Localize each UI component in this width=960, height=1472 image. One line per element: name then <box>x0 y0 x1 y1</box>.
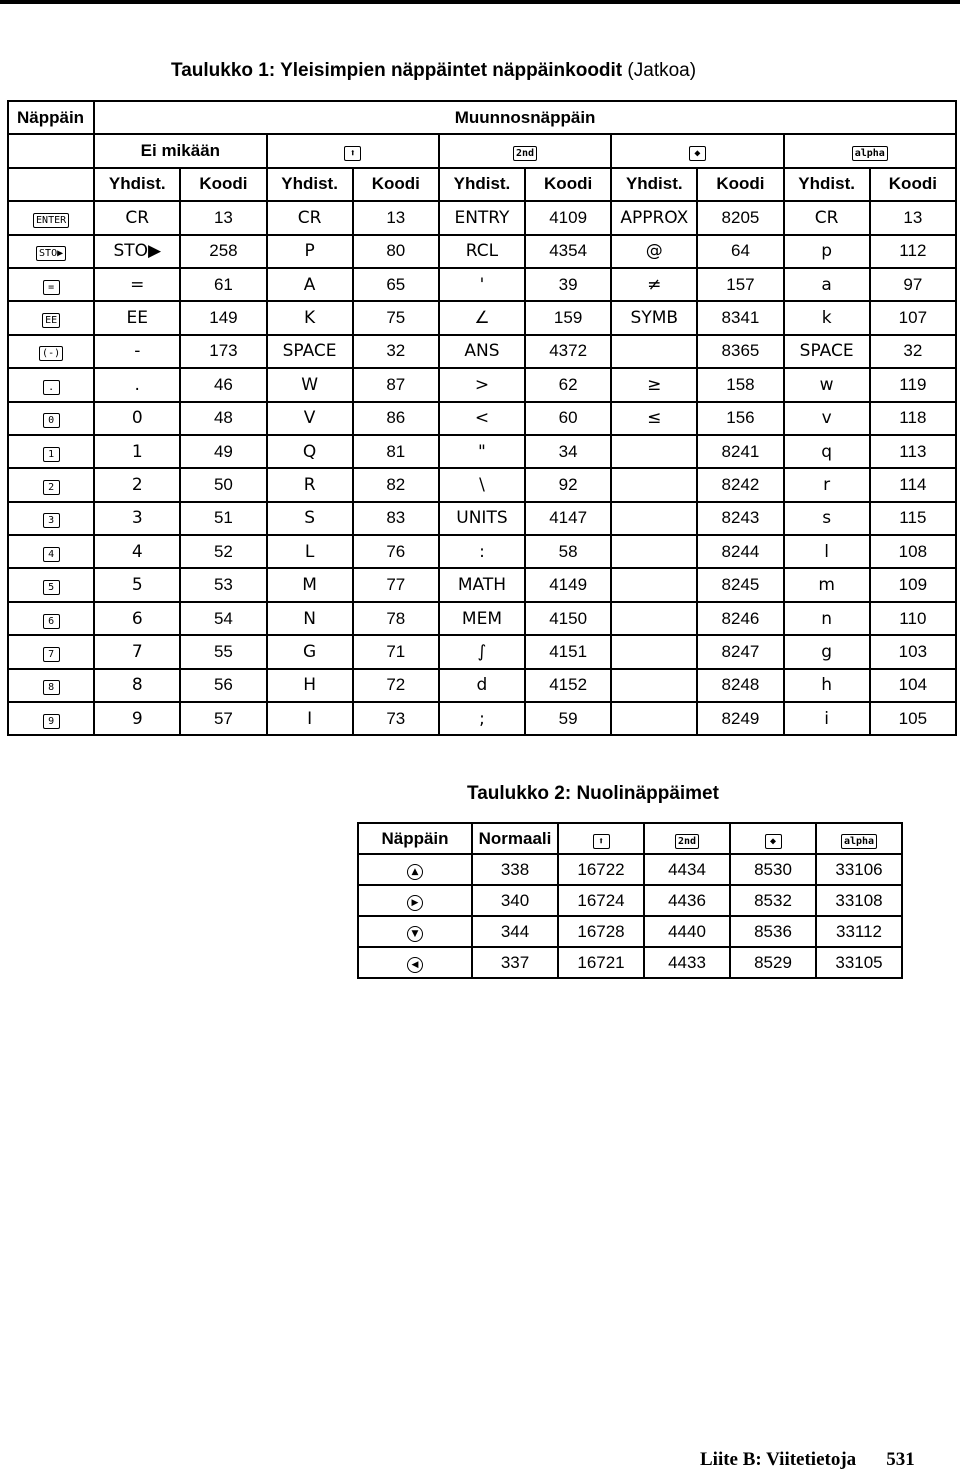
empty-header-cell <box>8 134 94 167</box>
code-column-header: Koodi <box>697 168 783 201</box>
code-cell: 4149 <box>525 568 611 601</box>
combo-cell: r <box>784 468 870 501</box>
combo-cell <box>611 602 697 635</box>
combo-cell: \ <box>439 468 525 501</box>
combo-cell: UNITS <box>439 502 525 535</box>
code-cell: 49 <box>180 435 266 468</box>
key-cell <box>8 669 94 702</box>
code-cell: 173 <box>180 335 266 368</box>
key-cell <box>8 335 94 368</box>
table-row <box>8 201 956 234</box>
combo-cell <box>611 669 697 702</box>
modifier-header <box>784 134 956 167</box>
code-cell: 72 <box>353 669 439 702</box>
empty-header-cell <box>8 168 94 201</box>
combo-cell: Q <box>267 435 353 468</box>
key-cell <box>8 602 94 635</box>
combo-column-header: Yhdist. <box>94 168 180 201</box>
combo-cell: 9 <box>94 702 180 735</box>
combo-cell: a <box>784 268 870 301</box>
combo-cell: 6 <box>94 602 180 635</box>
combo-cell <box>611 502 697 535</box>
code-cell: 8243 <box>697 502 783 535</box>
table-row <box>8 502 956 535</box>
code-cell: 32 <box>870 335 956 368</box>
combo-cell: ; <box>439 702 525 735</box>
code-cell: 80 <box>353 235 439 268</box>
diamond-key-icon: ◆ <box>689 146 706 161</box>
calculator-key-icon: EE <box>42 313 60 328</box>
subheader-row <box>8 168 956 201</box>
alpha-key-icon: alpha <box>852 146 888 161</box>
code-cell: 103 <box>870 635 956 668</box>
combo-cell: ≠ <box>611 268 697 301</box>
combo-cell: A <box>267 268 353 301</box>
combo-cell: EE <box>94 301 180 334</box>
combo-cell: V <box>267 402 353 435</box>
code-cell: 54 <box>180 602 266 635</box>
combo-cell: ≥ <box>611 368 697 401</box>
combo-cell: < <box>439 402 525 435</box>
code-cell: 92 <box>525 468 611 501</box>
combo-cell: " <box>439 435 525 468</box>
code-cell: 158 <box>697 368 783 401</box>
combo-cell: MEM <box>439 602 525 635</box>
code-cell: 115 <box>870 502 956 535</box>
table1-title-suffix: (Jatkoa) <box>622 60 697 81</box>
alpha-key-icon: alpha <box>841 834 877 849</box>
combo-cell: g <box>784 635 870 668</box>
code-cell: 258 <box>180 235 266 268</box>
code-cell: 13 <box>180 201 266 234</box>
table-row <box>8 402 956 435</box>
calculator-key-icon: ENTER <box>33 213 69 228</box>
code-cell: 33105 <box>816 947 902 978</box>
combo-cell: SPACE <box>784 335 870 368</box>
code-cell: 61 <box>180 268 266 301</box>
code-cell: 60 <box>525 402 611 435</box>
combo-cell: 3 <box>94 502 180 535</box>
combo-cell: M <box>267 568 353 601</box>
combo-cell: CR <box>267 201 353 234</box>
code-cell: 16724 <box>558 885 644 916</box>
combo-cell: v <box>784 402 870 435</box>
table-row <box>8 468 956 501</box>
code-cell: 13 <box>870 201 956 234</box>
shift-up-arrow-key-icon: ⬆ <box>344 146 361 161</box>
combo-cell: 8 <box>94 669 180 702</box>
combo-cell: K <box>267 301 353 334</box>
combo-cell: ENTRY <box>439 201 525 234</box>
code-cell: 16722 <box>558 854 644 885</box>
code-cell: 53 <box>180 568 266 601</box>
code-cell: 8248 <box>697 669 783 702</box>
code-cell: 33112 <box>816 916 902 947</box>
key-cell <box>8 402 94 435</box>
code-cell: 55 <box>180 635 266 668</box>
code-cell: 109 <box>870 568 956 601</box>
code-cell: 8341 <box>697 301 783 334</box>
calculator-key-icon: 9 <box>43 714 60 729</box>
table-row <box>8 568 956 601</box>
code-cell: 59 <box>525 702 611 735</box>
combo-cell: 5 <box>94 568 180 601</box>
code-cell: 8245 <box>697 568 783 601</box>
table-row <box>358 885 902 916</box>
combo-cell: . <box>94 368 180 401</box>
combo-column-header: Yhdist. <box>439 168 525 201</box>
code-cell: 16721 <box>558 947 644 978</box>
key-cell <box>8 502 94 535</box>
code-cell: 8365 <box>697 335 783 368</box>
table-row <box>8 702 956 735</box>
calculator-key-icon: 3 <box>43 513 60 528</box>
table1-title <box>171 60 696 82</box>
table2-title: Taulukko 2: Nuolinäppäimet <box>467 783 719 804</box>
code-cell: 8249 <box>697 702 783 735</box>
code-cell: 75 <box>353 301 439 334</box>
combo-cell: i <box>784 702 870 735</box>
code-cell: 156 <box>697 402 783 435</box>
combo-cell <box>611 435 697 468</box>
code-cell: 159 <box>525 301 611 334</box>
key-cell <box>8 268 94 301</box>
calculator-key-icon: 5 <box>43 580 60 595</box>
code-cell: 112 <box>870 235 956 268</box>
code-cell: 4372 <box>525 335 611 368</box>
combo-cell <box>611 635 697 668</box>
code-cell: 104 <box>870 669 956 702</box>
code-cell: 33106 <box>816 854 902 885</box>
code-cell: 337 <box>472 947 558 978</box>
code-cell: 13 <box>353 201 439 234</box>
modifier-row <box>8 134 956 167</box>
code-cell: 57 <box>180 702 266 735</box>
key-cell <box>358 854 472 885</box>
code-cell: 51 <box>180 502 266 535</box>
code-cell: 8246 <box>697 602 783 635</box>
code-cell: 4436 <box>644 885 730 916</box>
code-cell: 118 <box>870 402 956 435</box>
code-cell: 8244 <box>697 535 783 568</box>
combo-cell: = <box>94 268 180 301</box>
combo-cell: d <box>439 669 525 702</box>
key-cell <box>8 435 94 468</box>
combo-cell <box>611 468 697 501</box>
calculator-key-icon: 0 <box>43 413 60 428</box>
combo-cell: 2 <box>94 468 180 501</box>
combo-column-header: Yhdist. <box>784 168 870 201</box>
combo-cell: s <box>784 502 870 535</box>
code-column-header: Koodi <box>525 168 611 201</box>
code-cell: 4152 <box>525 669 611 702</box>
code-cell: 77 <box>353 568 439 601</box>
calculator-key-icon: STO▶ <box>36 246 66 261</box>
table-row <box>8 669 956 702</box>
combo-cell: 0 <box>94 402 180 435</box>
table-row <box>8 602 956 635</box>
key-cell <box>358 885 472 916</box>
calculator-key-icon: 4 <box>43 547 60 562</box>
code-cell: 76 <box>353 535 439 568</box>
2nd-key-icon: 2nd <box>513 146 537 161</box>
code-cell: 4147 <box>525 502 611 535</box>
code-cell: 73 <box>353 702 439 735</box>
key-cell <box>8 702 94 735</box>
key-cell <box>8 301 94 334</box>
key-cell <box>8 201 94 234</box>
shift-up-arrow-key-icon: ⬆ <box>593 834 610 849</box>
combo-cell: I <box>267 702 353 735</box>
column-header: Näppäin <box>358 823 472 854</box>
table-row <box>358 947 902 978</box>
combo-cell: CR <box>94 201 180 234</box>
code-column-header: Koodi <box>353 168 439 201</box>
code-cell: 338 <box>472 854 558 885</box>
code-cell: 105 <box>870 702 956 735</box>
calculator-key-icon: (-) <box>39 346 63 361</box>
key-cell <box>8 535 94 568</box>
calculator-key-icon: 6 <box>43 614 60 629</box>
table1-title-main: Taulukko 1: Yleisimpien näppäintet näppäinkoodit <box>171 60 623 81</box>
code-cell: 4109 <box>525 201 611 234</box>
diamond-key-icon: ◆ <box>765 834 782 849</box>
combo-cell: > <box>439 368 525 401</box>
code-cell: 149 <box>180 301 266 334</box>
top-rule <box>0 0 960 4</box>
code-cell: 8536 <box>730 916 816 947</box>
combo-cell <box>611 702 697 735</box>
code-cell: 4354 <box>525 235 611 268</box>
combo-cell: W <box>267 368 353 401</box>
arrow-right-icon: ▶ <box>407 895 423 911</box>
combo-cell: n <box>784 602 870 635</box>
combo-cell <box>611 535 697 568</box>
combo-cell: N <box>267 602 353 635</box>
code-cell: 8205 <box>697 201 783 234</box>
combo-cell: ANS <box>439 335 525 368</box>
code-cell: 107 <box>870 301 956 334</box>
table-row <box>8 235 956 268</box>
code-cell: 8247 <box>697 635 783 668</box>
calculator-key-icon: 2 <box>43 480 60 495</box>
combo-column-header: Yhdist. <box>267 168 353 201</box>
combo-cell: l <box>784 535 870 568</box>
combo-cell: RCL <box>439 235 525 268</box>
key-cell <box>358 947 472 978</box>
table-row <box>358 916 902 947</box>
code-cell: 8532 <box>730 885 816 916</box>
key-cell <box>8 568 94 601</box>
code-cell: 39 <box>525 268 611 301</box>
modifier-header <box>611 134 783 167</box>
calculator-key-icon: 7 <box>43 647 60 662</box>
code-cell: 33108 <box>816 885 902 916</box>
combo-cell: P <box>267 235 353 268</box>
code-cell: 65 <box>353 268 439 301</box>
code-cell: 4150 <box>525 602 611 635</box>
combo-cell: S <box>267 502 353 535</box>
combo-cell: q <box>784 435 870 468</box>
combo-cell: 7 <box>94 635 180 668</box>
combo-cell: H <box>267 669 353 702</box>
key-cell <box>358 916 472 947</box>
key-codes-table <box>7 100 957 736</box>
combo-column-header: Yhdist. <box>611 168 697 201</box>
header-row <box>8 101 956 134</box>
combo-cell: ∫ <box>439 635 525 668</box>
calculator-key-icon: 1 <box>43 447 60 462</box>
code-cell: 4433 <box>644 947 730 978</box>
combo-cell <box>611 568 697 601</box>
code-cell: 32 <box>353 335 439 368</box>
code-cell: 87 <box>353 368 439 401</box>
code-cell: 4151 <box>525 635 611 668</box>
combo-cell: ' <box>439 268 525 301</box>
combo-cell: R <box>267 468 353 501</box>
code-cell: 4434 <box>644 854 730 885</box>
column-header <box>558 823 644 854</box>
calculator-key-icon: . <box>43 380 60 395</box>
modifier-header <box>439 134 611 167</box>
table-row <box>8 368 956 401</box>
code-cell: 113 <box>870 435 956 468</box>
code-cell: 8242 <box>697 468 783 501</box>
code-cell: 81 <box>353 435 439 468</box>
arrow-left-icon: ◀ <box>407 957 423 973</box>
code-cell: 34 <box>525 435 611 468</box>
combo-cell: L <box>267 535 353 568</box>
code-column-header: Koodi <box>180 168 266 201</box>
code-cell: 62 <box>525 368 611 401</box>
code-cell: 110 <box>870 602 956 635</box>
combo-cell: @ <box>611 235 697 268</box>
code-cell: 78 <box>353 602 439 635</box>
code-cell: 97 <box>870 268 956 301</box>
column-header <box>816 823 902 854</box>
code-column-header: Koodi <box>870 168 956 201</box>
code-cell: 4440 <box>644 916 730 947</box>
combo-cell: SYMB <box>611 301 697 334</box>
page-number: 531 <box>886 1449 915 1470</box>
calculator-key-icon: 8 <box>43 680 60 695</box>
arrow-down-icon: ▼ <box>407 926 423 942</box>
arrow-keys-table <box>357 822 903 979</box>
table-row <box>8 435 956 468</box>
combo-cell: : <box>439 535 525 568</box>
combo-cell: m <box>784 568 870 601</box>
combo-cell <box>611 335 697 368</box>
modifier-header <box>267 134 439 167</box>
combo-cell: G <box>267 635 353 668</box>
column-header <box>730 823 816 854</box>
combo-cell: 4 <box>94 535 180 568</box>
arrow-up-icon: ▲ <box>407 864 423 880</box>
combo-cell: ≤ <box>611 402 697 435</box>
key-cell <box>8 468 94 501</box>
combo-cell: h <box>784 669 870 702</box>
combo-cell: p <box>784 235 870 268</box>
combo-cell: STO▶ <box>94 235 180 268</box>
code-cell: 71 <box>353 635 439 668</box>
code-cell: 86 <box>353 402 439 435</box>
2nd-key-icon: 2nd <box>675 834 699 849</box>
code-cell: 56 <box>180 669 266 702</box>
key-cell <box>8 635 94 668</box>
code-cell: 64 <box>697 235 783 268</box>
code-cell: 8529 <box>730 947 816 978</box>
code-cell: 82 <box>353 468 439 501</box>
combo-cell: k <box>784 301 870 334</box>
code-cell: 340 <box>472 885 558 916</box>
table-row <box>8 268 956 301</box>
combo-cell: CR <box>784 201 870 234</box>
table-row <box>8 301 956 334</box>
combo-cell: SPACE <box>267 335 353 368</box>
table-row <box>8 535 956 568</box>
code-cell: 48 <box>180 402 266 435</box>
combo-cell: APPROX <box>611 201 697 234</box>
combo-cell: w <box>784 368 870 401</box>
table-row <box>8 635 956 668</box>
code-cell: 119 <box>870 368 956 401</box>
modifier-group-header: Muunnosnäppäin <box>94 101 956 134</box>
code-cell: 8241 <box>697 435 783 468</box>
code-cell: 52 <box>180 535 266 568</box>
calculator-key-icon: = <box>43 280 60 295</box>
combo-cell: 1 <box>94 435 180 468</box>
table-row <box>8 335 956 368</box>
code-cell: 114 <box>870 468 956 501</box>
key-cell <box>8 235 94 268</box>
code-cell: 344 <box>472 916 558 947</box>
code-cell: 50 <box>180 468 266 501</box>
code-cell: 108 <box>870 535 956 568</box>
combo-cell: - <box>94 335 180 368</box>
modifier-header: Ei mikään <box>94 134 266 167</box>
column-header <box>644 823 730 854</box>
column-header: Normaali <box>472 823 558 854</box>
code-cell: 46 <box>180 368 266 401</box>
code-cell: 8530 <box>730 854 816 885</box>
table-row <box>358 854 902 885</box>
code-cell: 157 <box>697 268 783 301</box>
code-cell: 16728 <box>558 916 644 947</box>
page-footer <box>700 1449 915 1471</box>
code-cell: 58 <box>525 535 611 568</box>
code-cell: 83 <box>353 502 439 535</box>
header-row <box>358 823 902 854</box>
combo-cell: ∠ <box>439 301 525 334</box>
key-cell <box>8 368 94 401</box>
key-column-header: Näppäin <box>8 101 94 134</box>
footer-section: Liite B: Viitetietoja <box>700 1449 857 1470</box>
combo-cell: MATH <box>439 568 525 601</box>
